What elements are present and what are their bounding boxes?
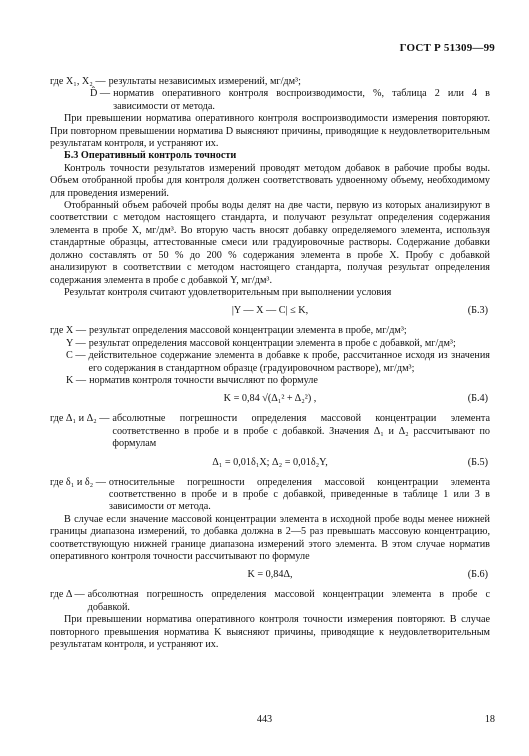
paragraph: Результат контроля считают удовлетворительным при выполнении условия (64, 286, 392, 298)
definition-term: K — (66, 374, 87, 386)
formula-b6 (50, 566, 490, 586)
definition-text: норматив контроля точности вычисляют по формуле (89, 374, 318, 386)
formula-expression: |Y — X — C| ≤ K, (231, 305, 309, 317)
definition-term: где Δ — (50, 589, 85, 601)
formula-b5 (50, 454, 490, 474)
formula-b3 (50, 302, 490, 322)
footer-center-number: 443 (256, 713, 273, 725)
paragraph: В случае если значение массовой концентрации элемента в исходной пробе воды менее нижней границы диапазона измерений, то добавка должна в 2—5 раз превышать массовую концентрацию, соответствующую нижней границе диапазона измерений этого элемента. В этом случае норматив оперативного контроля точности рассчитывают по формуле (50, 513, 490, 562)
definition-row (50, 350, 490, 375)
formula-b4 (50, 390, 490, 410)
paragraph: При превышении норматива оперативного контроля воспроизводимости измерения повторяют. При повторном превышении норматива D выясняют причины, приводящие к неудовлетворительным результатам контроля, и устраняют их. (50, 113, 490, 150)
definition-text: абсолютная погрешность определения массовой концентрации элемента в пробе с добавкой. (87, 589, 490, 613)
definition-row (50, 88, 490, 113)
definition-row (50, 477, 490, 514)
definition-row (50, 76, 490, 88)
definition-term: где X — (50, 325, 87, 337)
definition-text: результат определения массовой концентрации элемента в пробе с добавкой, мг/дм³; (88, 337, 456, 349)
formula-number: (Б.5) (467, 456, 488, 468)
definition-row (50, 375, 490, 387)
formula-number: (Б.6) (467, 569, 488, 581)
definition-text: норматив оперативного контроля воспроизводимости, %, таблица 2 или 4 в зависимости от метода. (113, 88, 490, 112)
paragraph: Контроль точности результатов измерений проводят методом добавок в рабочие пробы воды. Объем отобранной пробы для контроля должен соответствовать удвоенному объему, необходимому для проведения измерений. (50, 162, 490, 199)
page-number: 18 (484, 713, 495, 725)
definition-term: C — (66, 350, 86, 362)
definition-row (50, 338, 490, 350)
definition-term: где Δ₁ и Δ₂ — (50, 413, 110, 425)
formula-expression: K = 0,84Δ, (247, 569, 293, 581)
definition-text: результат определения массовой концентрации элемента в пробе, мг/дм³; (89, 325, 407, 337)
definition-term: Y — (66, 337, 86, 349)
standard-header: ГОСТ Р 51309—99 (399, 42, 495, 54)
definition-text: результаты независимых измерений, мг/дм³; (108, 76, 301, 87)
definition-text: действительное содержание элемента в добавке к пробе, рассчитанное исходя из значения его содержания в стандартном образце (градуировочном растворе), мг/дм³; (88, 350, 490, 374)
definition-term: D̂ — (90, 88, 111, 100)
paragraph: При превышении норматива оперативного контроля точности измерения повторяют. В случае повторного превышения норматива K выясняют причины, приводящие к неудовлетворительным результатам контроля, и устраняют их. (50, 614, 490, 651)
definition-text: абсолютные погрешности определения массовой концентрации элемента соответственно в пробе и в пробе с добавкой. Значения Δ₁ и Δ₂ рассчитывают по формулам (112, 413, 490, 450)
definition-text: относительные погрешности определения массовой концентрации элемента соответственно в пробе и в пробе с добавкой, приведенные в таблице 1 или 3 в зависимости от метода. (108, 476, 490, 513)
definition-term: где X₁, X₂ — (50, 76, 106, 87)
formula-number: (Б.4) (467, 393, 488, 405)
definition-row (50, 413, 490, 450)
paragraph: Отобранный объем рабочей пробы воды делят на две части, первую из которых анализируют в соответствии с методом настоящего стандарта, и получают результат определения содержания элемента в пробе X, мг/дм³. Во вторую часть вносят добавку определяемого элемента, используя стандартные образцы, аттестованные смеси или градуировочные растворы. Содержание добавки должно составлять от 50 % до 200 % содержания элемента в пробе X. Пробу с добавкой анализируют в соответствии с методом настоящего стандарта, получая результат определения содержания элемента в пробе с добавкой Y, мг/дм³. (50, 200, 490, 286)
section-title: Б.3 Оперативный контроль точности (64, 150, 237, 162)
definition-term: где δ₁ и δ₂ — (50, 476, 106, 488)
definition-row (50, 325, 490, 337)
definition-row (50, 589, 490, 614)
formula-expression: K = 0,84 √(Δ₁² + Δ₂²) , (223, 393, 317, 405)
document-body (50, 76, 490, 651)
formula-number: (Б.3) (467, 305, 488, 317)
formula-expression: Δ₁ = 0,01δ₁X; Δ₂ = 0,01δ₂Y, (212, 456, 328, 468)
